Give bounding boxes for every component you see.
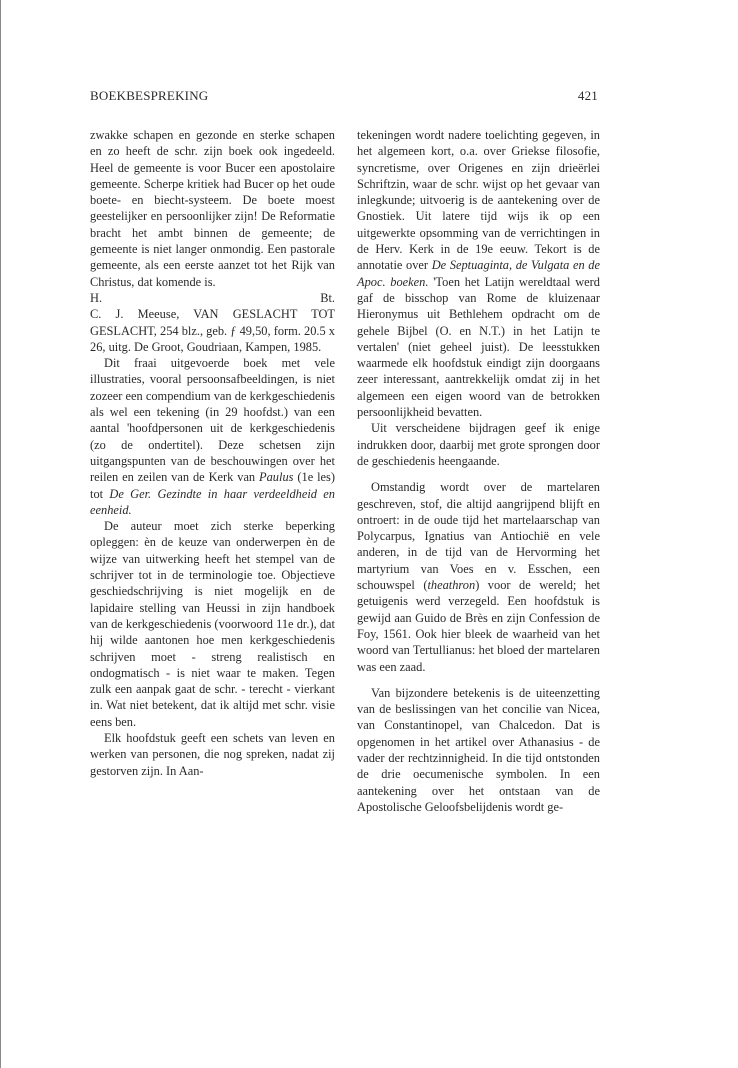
page-edge: [0, 0, 1, 1068]
right-column: [357, 127, 600, 815]
running-header: [90, 88, 598, 108]
paragraph-left-4: Elk hoofdstuk geeft een schets van leven en werken van personen, die nog spreken, nadat zij gestorven zijn. In Aan-: [90, 730, 335, 778]
signature-left: H.: [90, 290, 103, 305]
review-signature: [90, 290, 335, 306]
paragraph-right-1-italic: De Septuaginta, de Vulgata en de Apoc. boeken.: [357, 258, 600, 289]
paragraph-right-1: [357, 127, 600, 420]
paragraph-right-3-text-a: Omstandig wordt over de martelaren geschreven, stof, die altijd aangrijpend blijft en ontroert: in de oude tijd het martelaarschap van Polycarpus, Ignatius van Antiochië en vele anderen, in de tijd van de Hervorming het martyrium van Voes en v. Esschen, een schouwspel (: [357, 480, 600, 593]
paragraph-right-1-text-a: tekeningen wordt nadere toelichting gegeven, in het algemeen kort, o.a. over Griekse filosofie, syncretisme, over Origenes en zijn drieërlei Schriftzin, waar de schr. wijst op het gevaar van inlegkunde; uitvoerig is de aantekening over de Gnostiek. Uit latere tijd wijs ik op een uitgewerkte opsomming van de verrichtingen in de Herv. Kerk in de 19e eeuw. Tekort is de annotatie over: [357, 128, 600, 273]
page-number: 421: [577, 88, 598, 103]
paragraph-right-3: [357, 479, 600, 675]
paragraph-right-3-italic: theathron: [427, 578, 476, 593]
left-column: [90, 127, 335, 779]
paragraph-right-3-text-b: ) voor de wereld; het getuigenis werd verzegeld. Een hoofdstuk is gewijd aan Guido de Brès en zijn Confession de Foy, 1561. Ook hier bleek de waarheid van het woord van Tertullianus: het bloed der martelaren was een zaad.: [357, 578, 601, 674]
paragraph-left-2-text-b: (1e les) tot: [90, 470, 335, 501]
running-title: BOEKBESPREKING: [90, 88, 209, 103]
paragraph-right-4: Van bijzondere betekenis is de uiteenzetting van de beslissingen van het concilie van Nicea, van Constantinopel, van Chalcedon. Dat is opgenomen in het artikel over Athanasius - de vader der rechtzinnigheid. In die tijd ontstonden de drie oecumenische symbolen. In een aantekening over het ontstaan van de Apostolische Geloofsbelijdenis wordt ge-: [357, 685, 600, 814]
signature-right: Bt.: [320, 290, 335, 305]
paragraph-left-2-italic-2: De Ger. Gezindte in haar verdeeldheid en eenheid.: [90, 486, 335, 517]
paragraph-left-1: zwakke schapen en gezonde en sterke schapen en zo heeft de schr. zijn boek ook ingedeeld. Heel de gemeente is voor Bucer een apostolaire gemeente. Scherpe kritiek had Bucer op het oude boete- en biecht-systeem. De boete moest geestelijker en persoonlijker zijn! De Reformatie bracht het ambt binnen de gemeente; de gemeente is niet langer onmondig. Een pastorale gemeente, als een eerste aanzet tot het Rijk van Christus, dat komende is.: [90, 128, 335, 289]
paragraph-right-1-text-b: 'Toen het Latijn wereldtaal werd gaf de bisschop van Rome de kluizenaar Hieronymus uit Bethlehem opdracht om de gehele Bijbel (O. en N.T.) in het Latijn te vertalen' (niet geheel juist). De leesstukken waarmede elk hoofdstuk eindigt zijn doorgaans zeer interessant, aantrekkelijk omdat zij in het algemeen een eigen woord van de betrokken persoonlijkheid bevatten.: [357, 274, 600, 420]
paragraph-left-2-italic-1: Paulus: [259, 470, 294, 485]
paragraph-left-3: De auteur moet zich sterke beperking opleggen: èn de keuze van onderwerpen èn de wijze van uitwerking heeft het stempel van de schrijver tot in de terminologie toe. Objectieve geschiedschrijving is niet mogelijk en de lapidaire stelling van Heussi in zijn handboek van de kerkgeschiedenis (voorwoord 11e dr.), dat hij wilde aantonen hoe men kerkgeschiedenis schrijven moet - streng realistisch en ondogmatisch - is niet waar te maken. Tegen zulk een aanpak gaat de schr. - terecht - vierkant in. Wat niet betekent, dat ik altijd met schr. visie eens ben.: [90, 519, 335, 729]
paragraph-left-2: [90, 355, 335, 518]
paragraph-left-2-text-a: Dit fraai uitgevoerde boek met vele illustraties, vooral persoonsafbeeldingen, is niet zozeer een compendium van de kerkgeschiedenis als wel een tekening (in 29 hoofdst.) van een aantal 'hoofdpersonen uit de kerkgeschiedenis (zo de ondertitel). Deze schetsen zijn uitgangspunten van de beschouwingen over het reilen en zeilen van de Kerk van: [90, 356, 335, 485]
book-citation: C. J. Meeuse, VAN GESLACHT TOT GESLACHT, 254 blz., geb. ƒ 49,50, form. 20.5 x 26, uitg. De Groot, Goudriaan, Kampen, 1985.: [90, 307, 335, 354]
paragraph-right-2: Uit verscheidene bijdragen geef ik enige indrukken door, daarbij met grote sprongen door de geschiedenis heengaande.: [357, 421, 600, 468]
